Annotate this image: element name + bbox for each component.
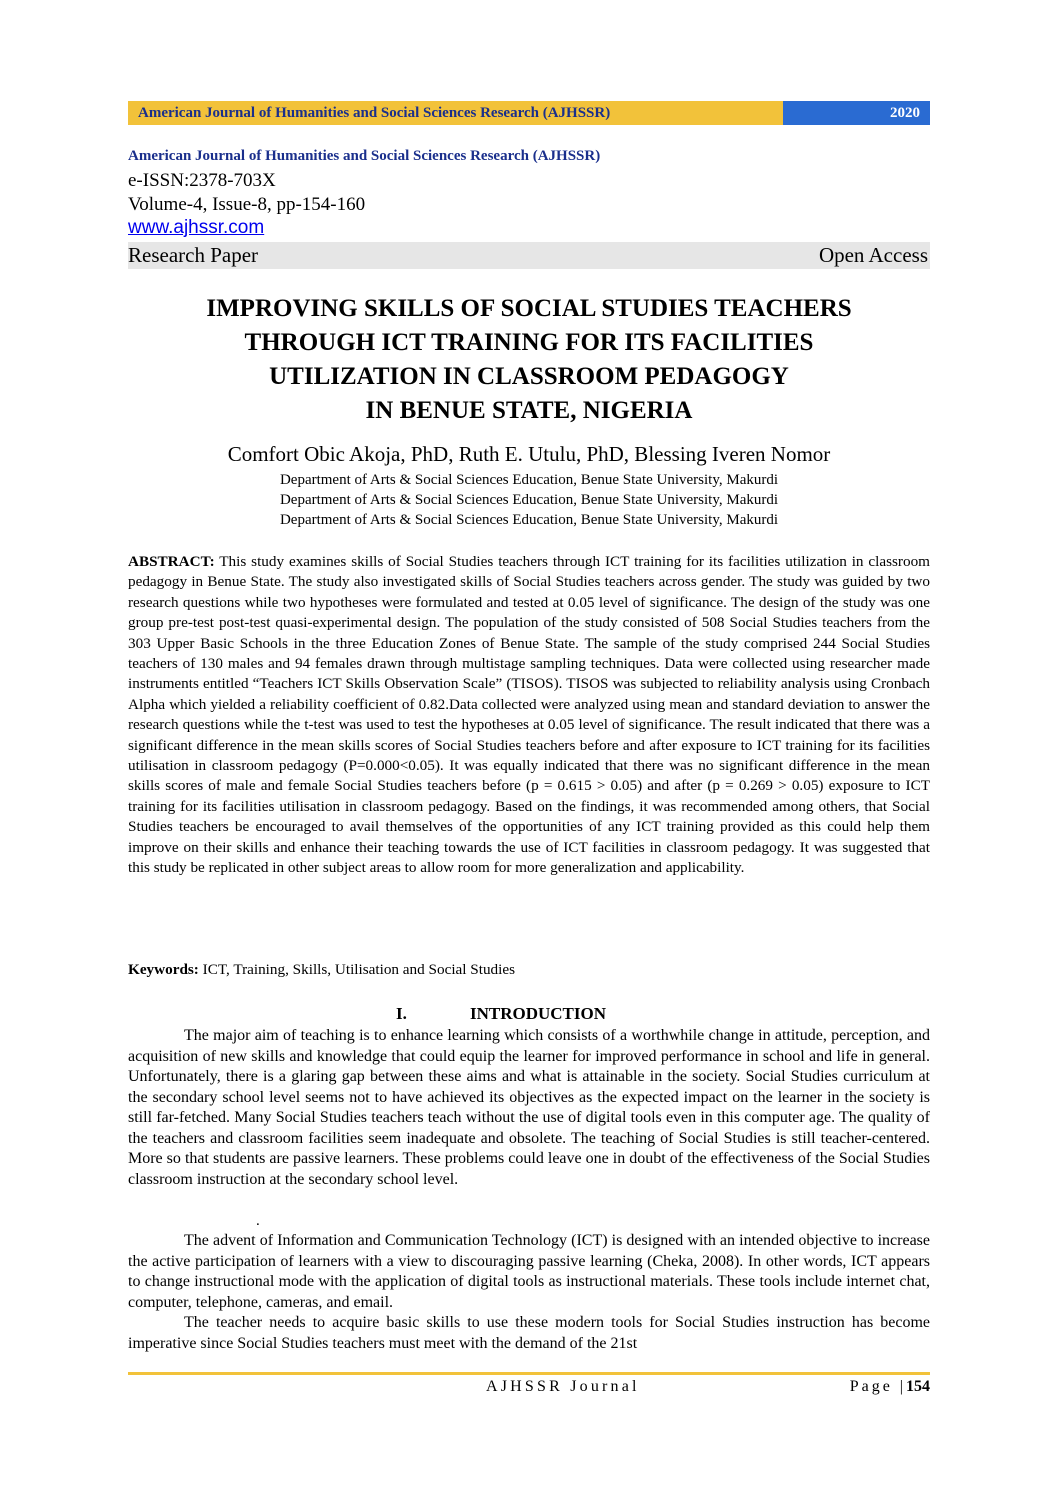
body-paragraph: The major aim of teaching is to enhance learning which consists of a worthwhile change in attitude, perception, and acquisition of new skills and knowledge that could equip the learner for improved performance in school and life in general. Unfortunately, there is a glaring gap between these aims and what is attainable in the society. Social Studies curriculum at the secondary school level seems not to have achieved its objectives as the expected impact on the learner in the society is still far-fetched. Many Social Studies teachers teach without the use of digital tools even in this computer age. The quality of the teachers and classroom facilities seem inadequate and obsolete. The teaching of Social Studies is still teacher-centered. More so that students are passive learners. These problems could leave one in doubt of the effectiveness of the Social Studies classroom instruction at the secondary school level. (128, 1027, 930, 1188)
abstract-label: ABSTRACT: (128, 553, 215, 570)
header-year: 2020 (783, 101, 930, 125)
meta-volume: Volume-4, Issue-8, pp-154-160 (128, 194, 366, 215)
section-number: I. (396, 1004, 407, 1023)
abstract (128, 552, 930, 879)
meta-issn: e-ISSN:2378-703X (128, 170, 276, 191)
affiliation: Department of Arts & Social Sciences Education, Benue State University, Makurdi (279, 512, 779, 528)
affiliations (128, 470, 930, 530)
title-line: THROUGH ICT TRAINING FOR ITS FACILITIES (244, 329, 814, 356)
keywords (128, 961, 930, 979)
page-label: Page | (849, 1378, 906, 1395)
meta-journal-name: American Journal of Humanities and Social Sciences Research (AJHSSR) (128, 148, 601, 164)
paper-title (128, 292, 930, 428)
keywords-label: Keywords: (128, 961, 199, 978)
title-line: UTILIZATION IN CLASSROOM PEDAGOGY (269, 363, 789, 390)
keywords-text: ICT, Training, Skills, Utilisation and Social Studies (202, 961, 516, 978)
body-paragraph: The advent of Information and Communication Technology (ICT) is designed with an intended objective to increase the active participation of learners with a view to discouraging passive learning (Cheka, 2008). In other words, ICT appears to change instructional mode with the application of digital tools as instructional materials. These tools include internet chat, computer, telephone, cameras, and email. (128, 1232, 930, 1311)
title-line: IMPROVING SKILLS OF SOCIAL STUDIES TEACHERS (206, 295, 852, 322)
abstract-text: This study examines skills of Social Studies teachers through ICT training for its facilities utilization in classroom pedagogy in Benue State. The study also investigated skills of Social Studies teachers across gender. The study was guided by two research questions while two hypotheses were formulated and tested at 0.05 level of significance. The design of the study was one group pre-test post-test quasi-experimental design. The population of the study consisted of 508 Social Studies teachers from the 303 Upper Basic Schools in the three Education Zones of Benue State. The sample of the study comprised 244 Social Studies teachers of 130 males and 94 females drawn through multistage sampling techniques. Data were collected using researcher made instruments entitled “Teachers ICT Skills Observation Scale” (TISOS). TISOS was subjected to reliability analysis using Cronbach Alpha which yielded a reliability coefficient of 0.82.Data collected were analyzed using mean and standard deviation to answer the research questions while the t-test was used to test the hypotheses at 0.05 level of significance. The result indicated that there was a significant difference in the mean skills scores of Social Studies teachers before and after exposure to ICT training for its facilities utilisation in classroom pedagogy (P=0.000<0.05). It was equally indicated that there was no significant difference in the mean skills scores of male and female Social Studies teachers before (p = 0.615 > 0.05) and after (p = 0.269 > 0.05) exposure to ICT training for its facilities utilisation in classroom pedagogy. Based on the findings, it was recommended among others, that Social Studies teachers be encouraged to avail themselves of the opportunities of any ICT training provided as this could help them improve on their skills and enhance their teaching towards the use of ICT facilities in classroom pedagogy. It was suggested that this study be replicated in other subject areas to allow room for more generalization and applicability. (128, 553, 930, 877)
body-paragraph: The teacher needs to acquire basic skills to use these modern tools for Social Studies instruction has become imperative since Social Studies teachers must meet with the demand of the 21st (128, 1314, 930, 1352)
authors: Comfort Obic Akoja, PhD, Ruth E. Utulu, PhD, Blessing Iveren Nomor (227, 442, 831, 466)
paper-type: Research Paper (128, 243, 259, 267)
affiliation: Department of Arts & Social Sciences Education, Benue State University, Makurdi (279, 492, 779, 508)
journal-website-link[interactable]: www.ajhssr.com (128, 217, 265, 238)
section-title: INTRODUCTION (470, 1004, 607, 1023)
page-number-value: 154 (906, 1378, 930, 1395)
header-journal-name: American Journal of Humanities and Social Sciences Research (AJHSSR) (128, 101, 783, 125)
title-line: IN BENUE STATE, NIGERIA (365, 397, 693, 424)
stray-dot: . (256, 1213, 260, 1229)
header-bar (128, 101, 930, 125)
footer-journal-name: AJHSSR Journal (486, 1378, 640, 1395)
page-number (830, 1378, 930, 1396)
footer-rule (128, 1372, 930, 1375)
access-label: Open Access (818, 243, 928, 267)
affiliation: Department of Arts & Social Sciences Education, Benue State University, Makurdi (279, 472, 779, 488)
paper-type-row (128, 242, 930, 269)
